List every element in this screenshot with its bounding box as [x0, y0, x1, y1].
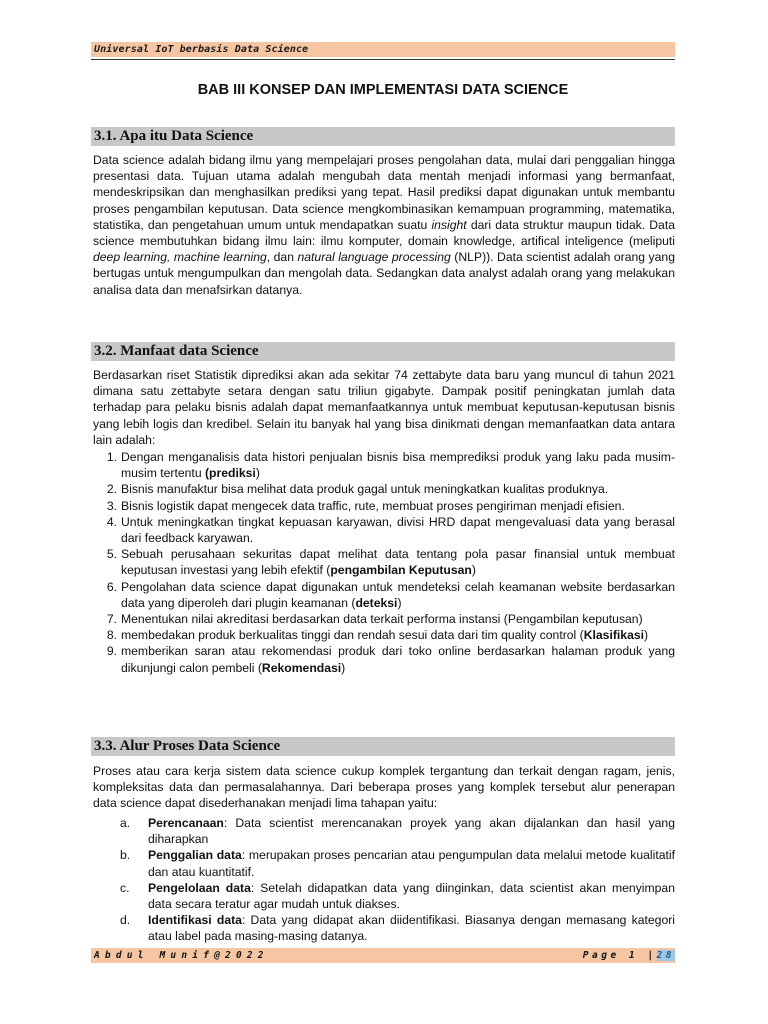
- list-item: 6. Pengolahan data science dapat digunakan untuk mendeteksi celah keamanan website berdasarkan data yang diperoleh dari plugin keamanan (deteksi): [106, 579, 675, 610]
- section-heading-3-1: [94, 127, 253, 146]
- section-title-text: Manfaat data Science: [120, 343, 259, 359]
- section-heading-3-2: [94, 342, 259, 361]
- list-item: 2. Bisnis manufaktur bisa melihat data produk gagal untuk meningkatkan kualitas produknya.: [106, 482, 609, 497]
- list-item: a. Perencanaan: Data scientist merencanakan proyek yang akan dijalankan dan hasil yang diharapkan: [120, 816, 675, 847]
- list-item: 3. Bisnis logistik dapat mengecek data traffic, rute, membuat proses pengiriman menjadi efisien.: [106, 498, 625, 513]
- list-item: 4. Untuk meningkatkan tingkat kepuasan karyawan, divisi HRD dapat mengevaluasi data yang berasal dari feedback karyawan.: [106, 514, 675, 546]
- list-item: 8. membedakan produk berkualitas tinggi dan rendah sesui data dari tim quality control (Klasifikasi): [106, 628, 649, 643]
- section-number: 3.1.: [94, 128, 117, 144]
- section-title-text: Alur Proses Data Science: [119, 738, 281, 754]
- section-heading-3-3: [94, 737, 280, 756]
- list-item: b. Penggalian data: merupakan proses pencarian atau pengumpulan data melalui metode kualitatif dan atau kuantitatif.: [120, 848, 675, 879]
- section-3-3-paragraph: Proses atau cara kerja sistem data science cukup komplek tergantung dan terkait dengan ragam, jenis, kompleksitas data dan permasalahannya. Dari beberapa proses yang komplek tersebut alur penerapan data science dapat disederhanakan menjadi lima tahapan yaitu:: [93, 764, 675, 811]
- section-3-2-paragraph: Berdasarkan riset Statistik diprediksi akan ada sekitar 74 zettabyte data baru yang muncul di tahun 2021 dimana satu zettabyte setara dengan satu triliun gigabyte. Dampak positif peningkatan jumlah data terhadap para pelaku bisnis adalah dapat memanfaatkannya untuk membuat keputusan-keputusan bisnis yang lebih logis dan kredibel. Selain itu banyak hal yang bisa dinikmati dengan memanfaatkan data antara lain adalah:: [93, 368, 675, 447]
- list-item: 7. Menentukan nilai akreditasi berdasarkan data terkait performa instansi (Pengambilan keputusan): [106, 612, 643, 627]
- page-total: 28: [656, 950, 675, 961]
- header-rule: [91, 59, 675, 60]
- chapter-title: BAB III KONSEP DAN IMPLEMENTASI DATA SCIENCE: [197, 82, 569, 98]
- section-number: 3.2.: [94, 343, 117, 359]
- section-number: 3.3.: [94, 738, 117, 754]
- section-3-1-paragraph: Data science adalah bidang ilmu yang mempelajari proses pengolahan data, mulai dari penggalian hingga presentasi data. Tujuan utama adalah mengubah data mentah menjadi informasi yang bermanfaat, mendeskripsikan dan menghasilkan prediksi yang tepat. Hasil prediksi dapat digunakan untuk membantu proses pengambilan keputusan. Data science mengkombinasikan kemampuan programming, matematika, statistika, dan pengetahuan umum untuk mendapatkan suatu insight dari data struktur maupun tidak. Data science membutuhkan bidang ilmu lain: ilmu komputer, domain knowledge, artifical inteligence (meliputi deep learning, machine learning, dan natural language processing (NLP)). Data scientist adalah orang yang bertugas untuk mengumpulkan dan mengolah data. Sedangkan data analyst adalah orang yang melakukan analisa data dan menafsirkan datanya.: [93, 153, 675, 297]
- list-item: 1. Dengan menganalisis data histori penjualan bisnis bisa memprediksi produk yang laku pada musim-musim tertentu (prediksi): [106, 450, 675, 481]
- process-steps-list: [120, 815, 675, 945]
- list-item: c. Pengelolaan data: Setelah didapatkan data yang diinginkan, data scientist akan menyimpan data secara teratur agar mudah untuk diakses.: [120, 880, 675, 912]
- running-header: Universal IoT berbasis Data Science: [94, 44, 309, 55]
- list-item: 9. memberikan saran atau rekomendasi produk dari toko online berdasarkan halaman produk yang dikunjungi calon pembeli (Rekomendasi): [106, 644, 675, 675]
- section-title-text: Apa itu Data Science: [119, 128, 254, 144]
- list-item: d. Identifikasi data: Data yang didapat akan diidentifikasi. Biasanya dengan memasang kategori atau label pada masing-masing datanya.: [120, 913, 675, 944]
- page-number: Page 1 |28: [582, 950, 675, 961]
- list-item: 5. Sebuah perusahaan sekuritas dapat melihat data tentang pola pasar finansial untuk membuat keputusan investasi yang lebih efektif (pengambilan Keputusan): [106, 547, 675, 578]
- footer-author: Abdul Munif@2022: [94, 950, 269, 961]
- benefits-list: [106, 449, 675, 676]
